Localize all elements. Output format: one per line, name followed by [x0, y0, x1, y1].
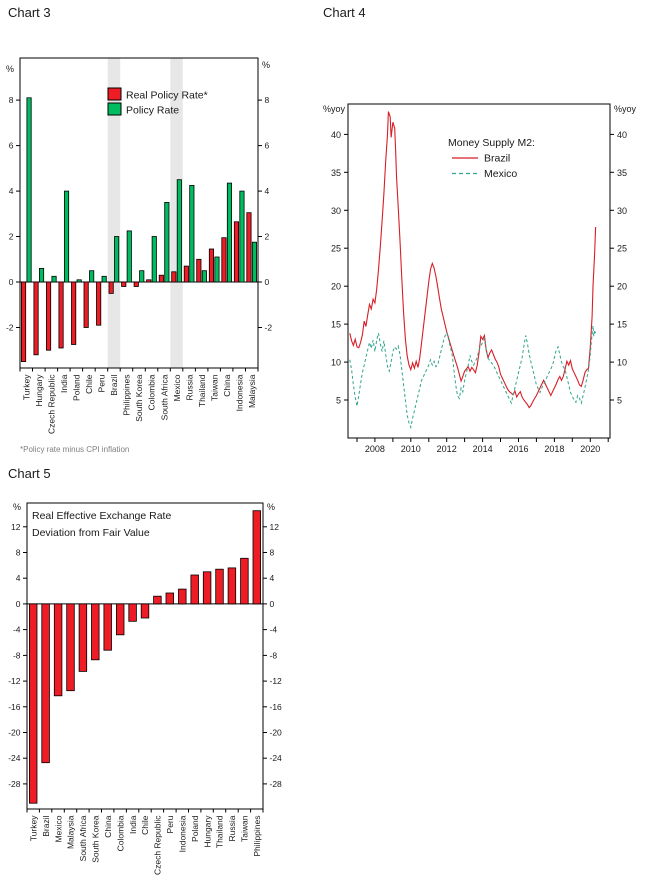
category-label: Taiwan	[209, 374, 220, 401]
y-tick-label: 35	[617, 167, 628, 178]
bar-malaysia	[247, 213, 251, 282]
unit-label: %	[267, 502, 276, 512]
bar-philippines	[127, 231, 131, 282]
bar-taiwan	[209, 249, 213, 282]
category-label: Chile	[84, 374, 95, 394]
category-label: Malaysia	[65, 815, 76, 850]
category-label: India	[59, 374, 69, 393]
y-tick-label: 40	[617, 129, 628, 140]
y-tick-label: 30	[330, 205, 341, 216]
chart4-y-axis	[331, 130, 627, 406]
y-tick-label: 0	[264, 277, 270, 287]
legend-label: Mexico	[484, 168, 518, 180]
y-tick-label: 8	[15, 547, 21, 558]
unit-label: %	[262, 60, 271, 70]
chart3-y-axis	[6, 95, 272, 332]
bar-mexico	[54, 604, 62, 696]
y-tick-label: -12	[269, 676, 282, 687]
y-tick-label: -28	[269, 778, 282, 789]
legend-label: Real Policy Rate*	[126, 89, 208, 102]
chart4-plot	[300, 0, 652, 465]
y-tick-label: 5	[335, 395, 341, 406]
y-tick-label: 0	[15, 598, 21, 609]
legend-swatch-real-policy-rate-	[108, 88, 121, 100]
bar-poland	[77, 280, 81, 282]
x-tick-label: 2010	[400, 444, 421, 454]
category-label: Hungary	[34, 374, 44, 407]
y-tick-label: -4	[12, 624, 21, 635]
category-label: Malaysia	[246, 374, 257, 409]
chart4-legend	[448, 137, 535, 180]
bar-taiwan	[241, 558, 249, 604]
y-tick-label: 0	[8, 277, 14, 287]
x-tick-label: 2020	[580, 444, 601, 454]
bar-turkey	[21, 282, 25, 362]
bar-peru	[166, 593, 174, 604]
bar-indonesia	[179, 589, 187, 604]
bar-china	[227, 183, 231, 282]
chart3-x-axis	[20, 368, 258, 434]
category-label: Russia	[184, 374, 195, 401]
y-tick-label: 4	[269, 573, 275, 584]
bar-malaysia	[67, 604, 75, 691]
category-label: Brazil	[109, 374, 120, 396]
bar-mexico	[172, 272, 176, 282]
bar-peru	[97, 282, 101, 325]
bar-czech-republic	[154, 596, 162, 604]
bar-south-korea	[140, 271, 144, 282]
y-tick-label: 20	[330, 281, 341, 292]
x-tick-label: 2008	[364, 444, 385, 454]
y-tick-label: -20	[269, 727, 282, 738]
category-label: Hungary	[202, 815, 213, 848]
category-label: Turkey	[28, 815, 39, 842]
bar-colombia	[116, 604, 124, 635]
chart4-x-axis	[357, 438, 608, 454]
chart3-plot	[0, 0, 300, 465]
chart4-series-brazil	[350, 112, 596, 408]
category-label: Colombia	[146, 374, 157, 411]
bar-south-korea	[134, 282, 138, 287]
category-label: Russia	[227, 815, 238, 842]
category-label: Mexico	[171, 374, 182, 402]
y-tick-label: 4	[264, 186, 270, 197]
bar-thailand	[202, 271, 206, 282]
y-tick-label: 6	[8, 140, 14, 151]
legend-swatch-policy-rate	[108, 103, 121, 115]
y-tick-label: 12	[11, 521, 21, 532]
bar-malaysia	[252, 242, 256, 282]
y-tick-label: 35	[330, 167, 341, 178]
y-tick-label: 15	[330, 319, 341, 330]
y-tick-label: -2	[5, 322, 14, 333]
y-tick-label: -16	[8, 701, 21, 712]
chart-inner-title: Real Effective Exchange Rate	[32, 510, 172, 522]
category-label: Poland	[71, 374, 82, 401]
y-tick-label: -20	[8, 727, 21, 738]
y-tick-label: 40	[330, 129, 341, 140]
bar-south-africa	[79, 604, 87, 672]
chart3-footnote: *Policy rate minus CPI inflation	[20, 445, 130, 454]
x-tick-label: 2012	[436, 444, 457, 454]
y-tick-label: 2	[8, 231, 14, 242]
category-label: South Africa	[78, 815, 89, 862]
bar-poland	[191, 575, 199, 604]
bar-hungary	[203, 572, 211, 604]
y-tick-label: 12	[269, 521, 279, 532]
y-tick-label: 4	[15, 573, 21, 584]
bar-hungary	[34, 282, 38, 355]
legend-title: Money Supply M2:	[448, 137, 535, 149]
y-tick-label: 25	[617, 243, 628, 254]
bar-indonesia	[234, 222, 238, 282]
category-label: Indonesia	[177, 815, 188, 853]
category-label: Colombia	[115, 815, 126, 852]
category-label: Peru	[165, 815, 175, 834]
category-label: South Africa	[159, 374, 170, 421]
bar-south-korea	[92, 604, 100, 660]
bar-turkey	[27, 98, 31, 282]
category-label: Philippines	[252, 815, 262, 857]
y-tick-label: -2	[264, 322, 273, 333]
category-label: South Korea	[90, 815, 101, 863]
y-tick-label: -8	[269, 650, 278, 661]
bar-peru	[102, 276, 106, 282]
category-label: South Korea	[134, 374, 145, 422]
category-label: Czech Republic	[46, 374, 57, 435]
chart4-title: Chart 4	[323, 5, 366, 20]
y-tick-label: 10	[617, 357, 628, 368]
bar-colombia	[152, 237, 156, 283]
y-tick-label: 20	[617, 281, 628, 292]
chart5-plot	[0, 470, 300, 886]
bar-indonesia	[240, 191, 244, 282]
category-label: Czech Republic	[152, 815, 163, 876]
bar-brazil	[42, 604, 50, 763]
y-tick-label: 4	[8, 186, 14, 197]
category-label: Poland	[189, 815, 200, 842]
bar-chile	[84, 282, 88, 328]
bar-china	[222, 238, 226, 282]
bar-philippines	[253, 511, 261, 604]
bar-mexico	[177, 180, 181, 282]
unit-label: %yoy	[322, 104, 345, 114]
category-label: Taiwan	[239, 815, 250, 842]
category-label: Turkey	[21, 374, 32, 401]
bar-poland	[72, 282, 76, 345]
bar-hungary	[39, 268, 43, 282]
legend-label: Policy Rate	[126, 104, 180, 117]
x-tick-label: 2016	[508, 444, 529, 454]
unit-label: %	[6, 64, 15, 74]
legend-label: Brazil	[484, 152, 511, 165]
bar-thailand	[197, 259, 201, 282]
category-label: Thailand	[214, 815, 225, 849]
y-tick-label: -28	[8, 778, 21, 789]
y-tick-label: -24	[8, 753, 21, 764]
bar-russia	[190, 185, 194, 282]
chart5-x-axis	[27, 809, 263, 875]
bar-china	[104, 604, 112, 650]
bar-philippines	[122, 282, 126, 287]
bar-india	[59, 282, 63, 348]
y-tick-label: 8	[8, 95, 14, 106]
chart4-series-mexico	[350, 326, 596, 428]
bar-brazil	[109, 282, 113, 293]
category-label: Philippines	[121, 374, 132, 416]
x-tick-label: 2018	[544, 444, 565, 454]
chart5-series-values	[29, 511, 260, 804]
chart5-frame	[27, 503, 263, 809]
category-label: Indonesia	[234, 374, 245, 412]
y-tick-label: -12	[8, 676, 21, 687]
y-tick-label: 8	[269, 547, 275, 558]
y-tick-label: -4	[269, 624, 278, 635]
chart4-frame	[348, 104, 610, 438]
bar-brazil	[115, 237, 119, 283]
bar-czech-republic	[46, 282, 50, 350]
chart3-series-real-policy-rate-	[21, 213, 251, 362]
category-label: Thailand	[196, 374, 207, 408]
bar-india	[64, 191, 68, 282]
chart3-legend	[108, 88, 208, 117]
unit-label: %yoy	[614, 104, 637, 114]
y-tick-label: -8	[12, 650, 21, 661]
category-label: China	[102, 815, 113, 838]
y-tick-label: -24	[269, 753, 282, 764]
unit-label: %	[13, 502, 22, 512]
y-tick-label: 8	[264, 95, 270, 106]
bar-czech-republic	[52, 276, 56, 282]
y-tick-label: 5	[617, 395, 623, 406]
chart3-title: Chart 3	[8, 5, 51, 20]
category-label: China	[221, 374, 232, 397]
bar-chile	[90, 271, 94, 282]
y-tick-label: 15	[617, 319, 628, 330]
bar-russia	[184, 266, 188, 282]
bar-chile	[141, 604, 149, 618]
y-tick-label: 30	[617, 205, 628, 216]
x-tick-label: 2014	[472, 444, 493, 454]
category-label: Chile	[140, 815, 151, 835]
y-tick-label: -16	[269, 701, 282, 712]
y-tick-label: 6	[264, 140, 270, 151]
bar-india	[129, 604, 137, 621]
chart5-title: Chart 5	[8, 466, 51, 481]
y-tick-label: 25	[330, 243, 341, 254]
bar-taiwan	[215, 257, 219, 282]
bar-colombia	[147, 280, 151, 282]
y-tick-label: 0	[269, 598, 275, 609]
category-label: India	[127, 815, 138, 834]
category-label: Peru	[96, 374, 107, 393]
bar-thailand	[216, 569, 224, 604]
chart-inner-title: Deviation from Fair Value	[32, 527, 150, 539]
bar-russia	[228, 568, 236, 604]
y-tick-label: 10	[330, 357, 341, 368]
category-label: Mexico	[53, 815, 64, 843]
category-label: Brazil	[40, 815, 51, 837]
bar-turkey	[29, 604, 37, 803]
y-tick-label: 2	[264, 231, 270, 242]
bar-south-africa	[159, 275, 163, 282]
bar-south-africa	[165, 202, 169, 282]
